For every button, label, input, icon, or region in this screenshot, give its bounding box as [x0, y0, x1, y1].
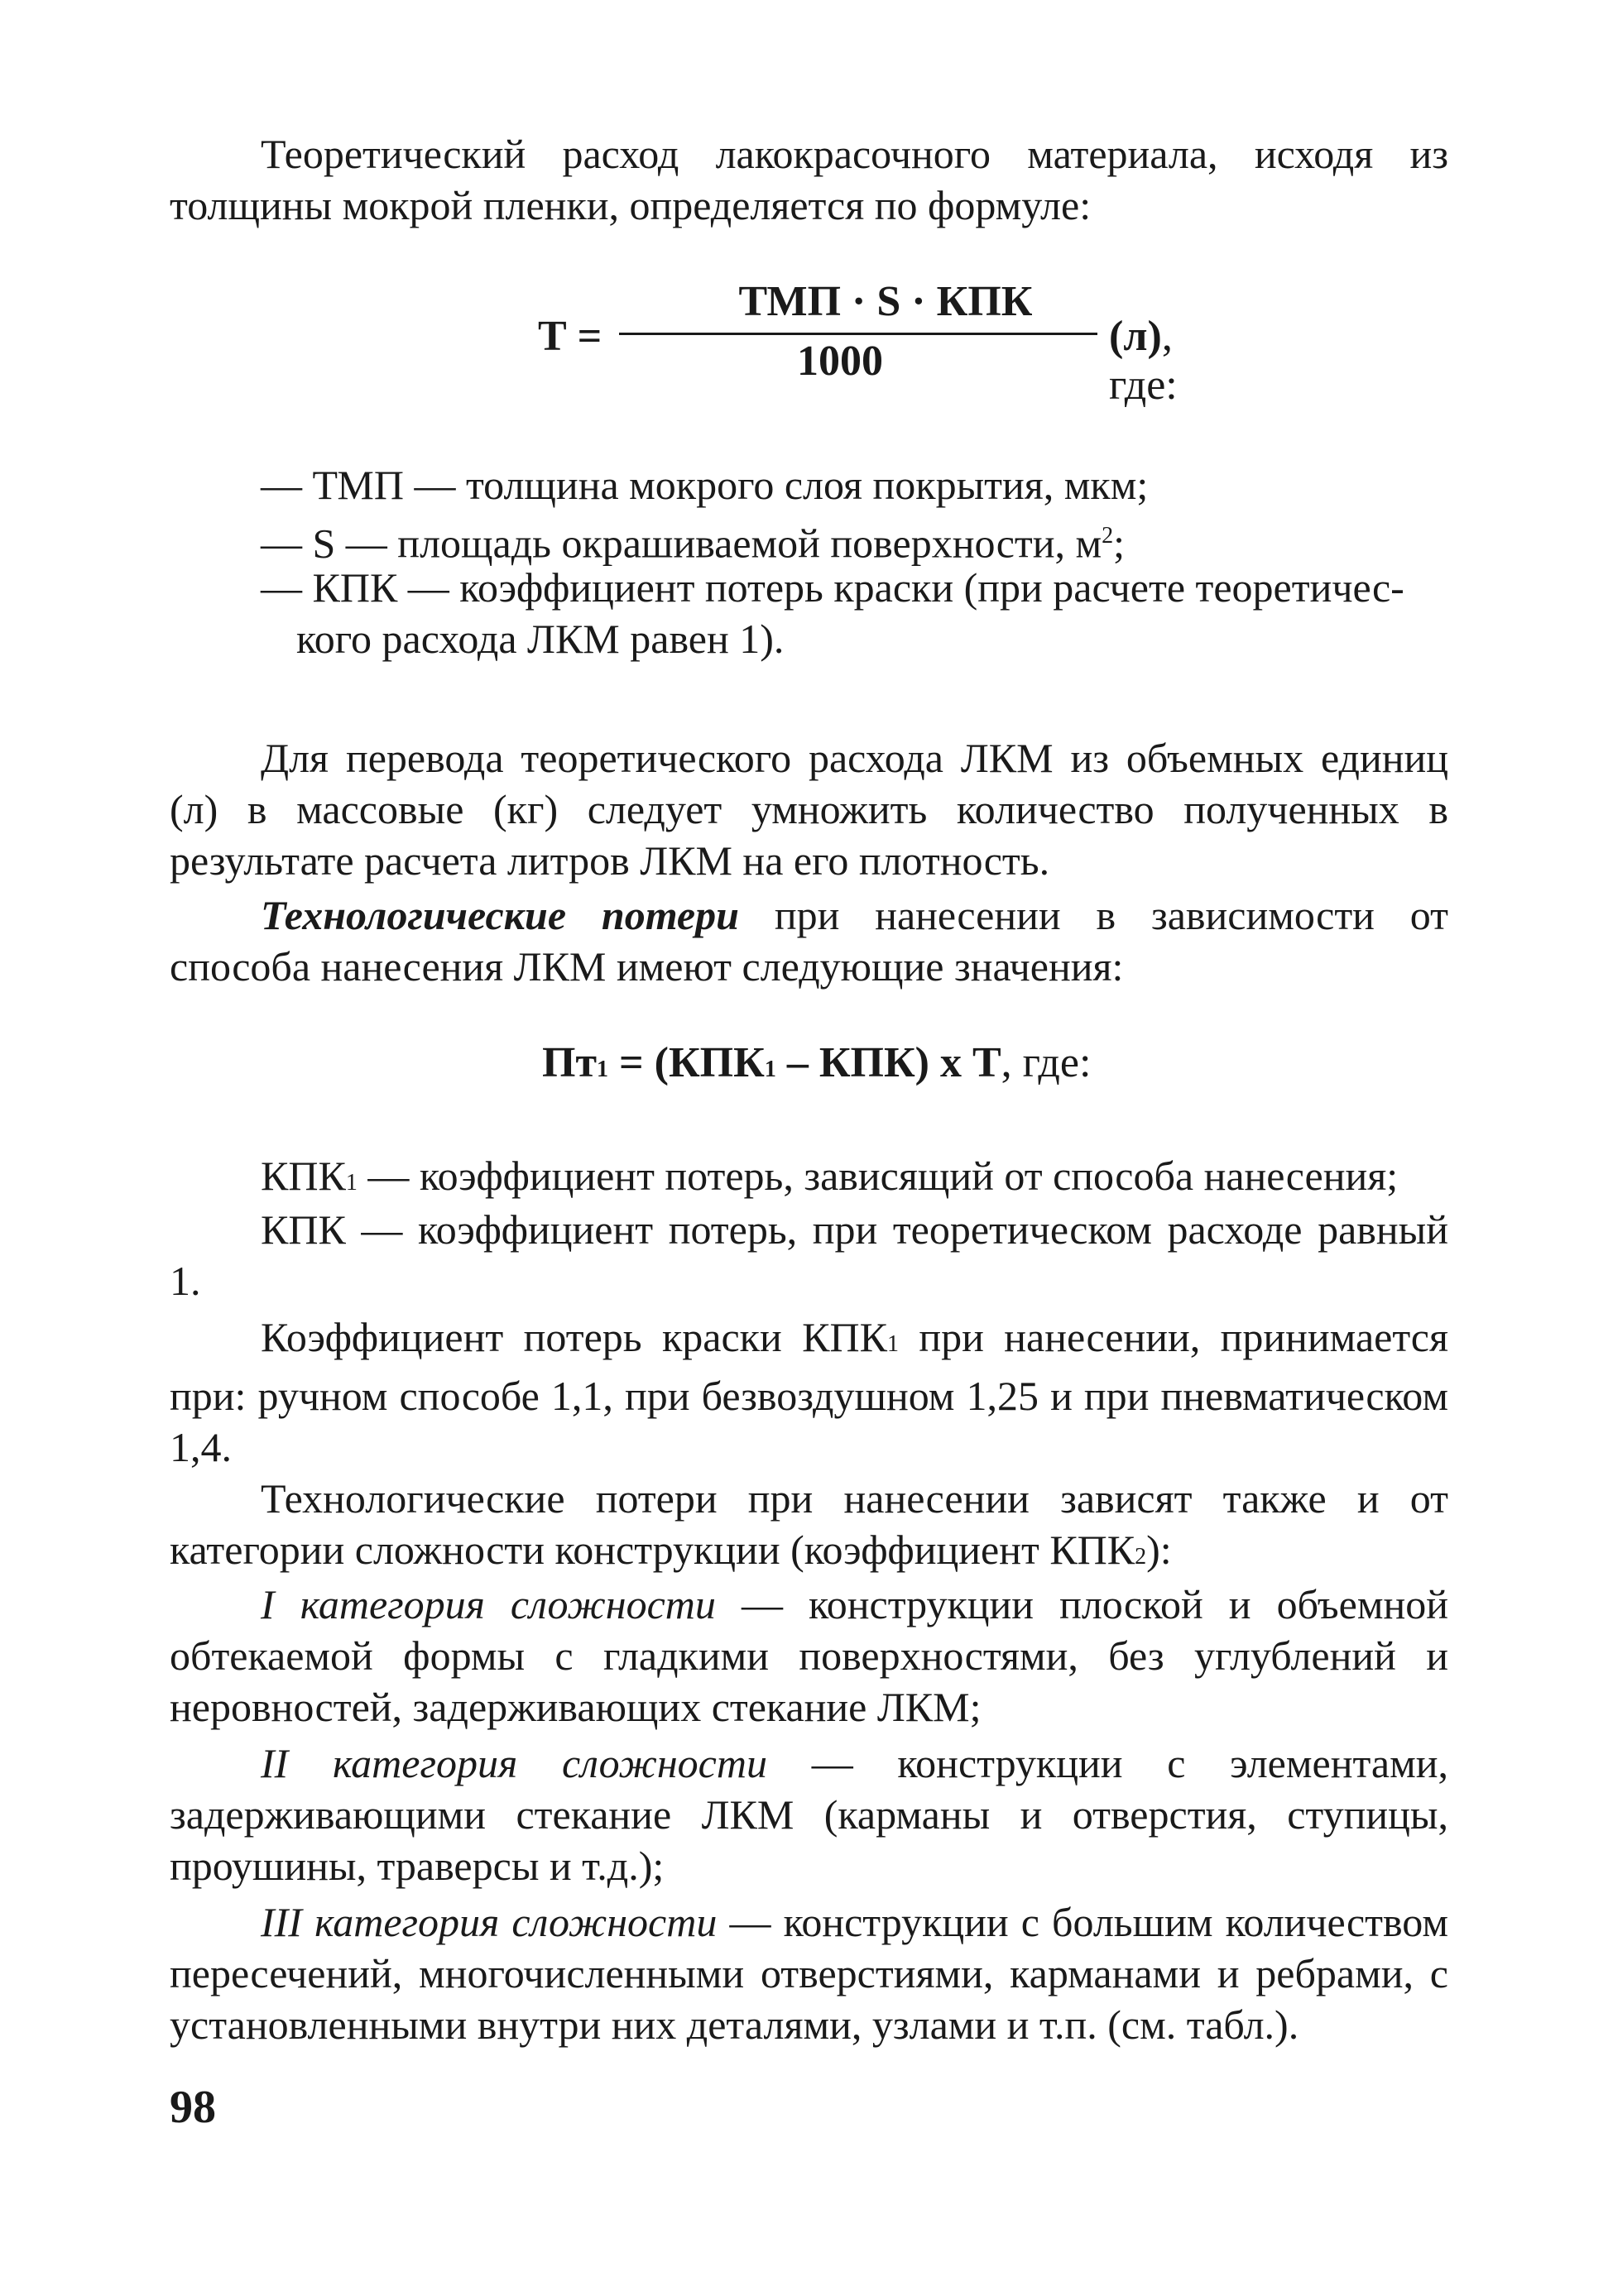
formula-denominator: 1000 — [797, 338, 883, 385]
paragraph-intro: Теоретический расход лакокрасочного материала, исходя из толщины мокрой пленки, определяется по формуле: — [170, 131, 1448, 228]
loss-coef-text-a: Коэффициент потерь краски КПК — [261, 1314, 887, 1360]
formula-lhs: Т = — [538, 313, 602, 360]
kpk1-text: — коэффициент потерь, зависящий от способа нанесения; — [357, 1153, 1399, 1199]
definition-s-end: ; — [1113, 520, 1126, 567]
loss-coef-text-b: при нанесении, принимается при: ручном способе 1,1, при безвоздушном 1,25 и при пневматическом 1,4. — [170, 1314, 1448, 1470]
paragraph-tech-losses — [170, 889, 1448, 992]
paragraph-kpk: КПК — коэффициент потерь, при теоретическом расходе равный 1. — [170, 1206, 1448, 1304]
kpk1-label: КПК — [261, 1153, 346, 1199]
definition-s — [261, 510, 1448, 569]
superscript: 2 — [1102, 523, 1114, 549]
category-2-text: — конструкции с элементами, задерживающими стекание ЛКМ (карманы и отверстия, ступицы, проушины, траверсы и т.д.); — [170, 1740, 1449, 1889]
formula2-rest: – КПК) х Т — [775, 1039, 1001, 1086]
formula-numerator: ТМП · S · КПК — [738, 278, 1033, 325]
formula2-eq: = (КПК — [608, 1039, 765, 1086]
definition-tmp: — ТМП — толщина мокрого слоя покрытия, мкм; — [261, 462, 1149, 508]
page-number: 98 — [170, 2082, 216, 2133]
formula2-pt: Пт — [542, 1039, 597, 1086]
paragraph-tech-losses-text: при нанесении в зависимости от способа нанесения ЛКМ имеют следующие значения: — [170, 892, 1448, 990]
formula-unit: (л) — [1109, 313, 1162, 360]
category-3-text: — конструкции с большим количеством пересечений, многочисленными отверстиями, карманами и ребрами, с установленными внутри них деталями, узлами и т.п. (см. табл.). — [170, 1899, 1448, 2048]
formula2-tail: , где: — [1001, 1039, 1092, 1086]
paragraph-complexity — [170, 1473, 1448, 1583]
paragraph-kpk1 — [170, 1150, 1448, 1209]
formula-tail — [1109, 312, 1200, 410]
formula-where: , где: — [1109, 313, 1178, 409]
fraction-bar — [619, 333, 1097, 335]
category-1-term: I категория сложности — [261, 1581, 716, 1627]
category-2-term: II категория сложности — [261, 1740, 767, 1786]
term-tech-losses: Технологические потери — [261, 892, 739, 938]
category-3-term: III категория сложности — [261, 1899, 718, 1945]
paragraph-conversion: Для перевода теоретического расхода ЛКМ из объемных единиц (л) в массовые (кг) следует умножить количество полученных в результате расчета литров ЛКМ на его плотность. — [170, 735, 1448, 884]
formula-tech-losses — [542, 1038, 1091, 1087]
paragraph-category-1 — [170, 1579, 1448, 1733]
formula-theoretical-consumption — [538, 277, 1200, 409]
formula2-sub2: 1 — [764, 1057, 776, 1082]
complexity-text-b: ): — [1146, 1527, 1172, 1573]
paragraph-loss-coefficient — [170, 1311, 1448, 1473]
complexity-text-a: Технологические потери при нанесении зависят также и от категории сложности конструкции (коэффициент КПК — [170, 1475, 1448, 1573]
kpk1-sub: 1 — [345, 1170, 358, 1196]
definition-kpk: — КПК — коэффициент потерь краски (при расчете теоретичес- — [261, 564, 1404, 611]
paragraph-category-2 — [170, 1738, 1448, 1891]
definition-kpk-cont: кого расхода ЛКМ равен 1). — [296, 616, 785, 662]
formula2-sub1: 1 — [597, 1057, 608, 1082]
loss-coef-sub: 1 — [886, 1331, 899, 1357]
complexity-sub: 2 — [1135, 1544, 1147, 1570]
paragraph-category-3 — [170, 1896, 1448, 2050]
category-1-text: — конструкции плоской и объемной обтекаемой формы с гладкими поверхностями, без углублений и неровностей, задерживающих стекание ЛКМ; — [170, 1581, 1448, 1730]
definition-s-text: — S — площадь окрашиваемой поверхности, м — [261, 520, 1102, 567]
